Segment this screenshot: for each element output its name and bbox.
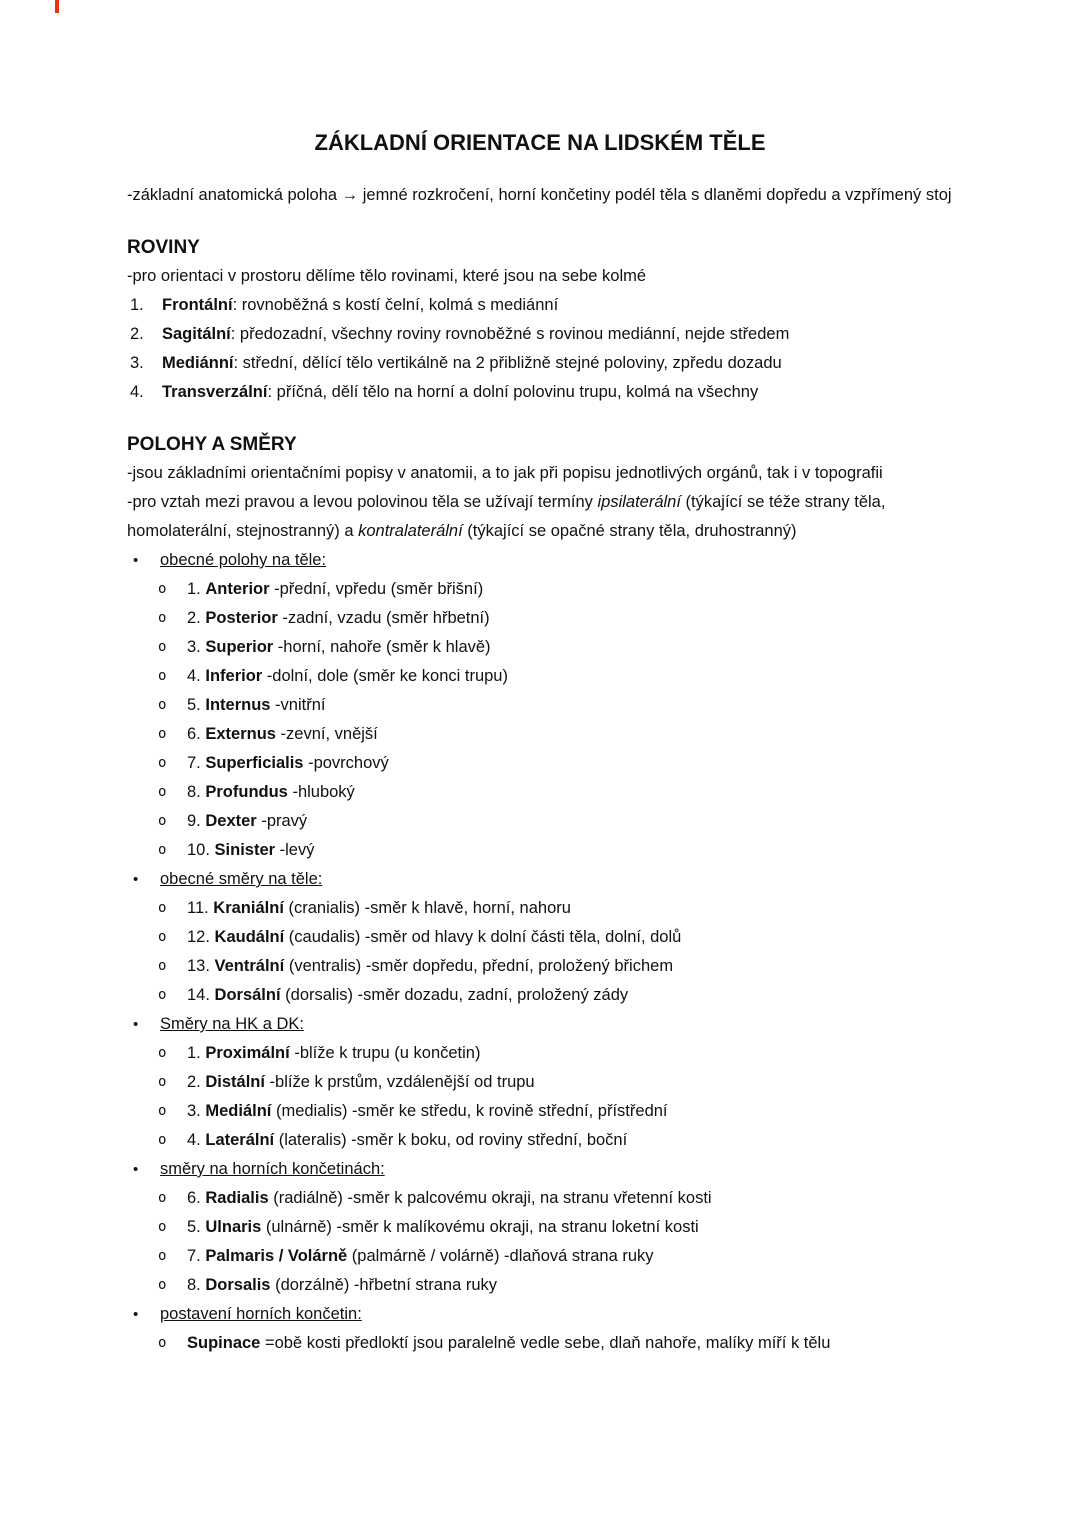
bullet-marker: • [133,1306,139,1323]
sub-list-item [127,1097,953,1126]
text-content [162,349,953,378]
circle-marker: o [158,1074,167,1090]
text-run: 2. [187,609,206,627]
sub-list-item [127,1039,953,1068]
circle-marker: o [158,929,167,945]
text-run: Posterior [205,609,278,627]
text-run: -dolní, dole (směr ke konci trupu) [262,667,508,685]
text-run: obecné směry na těle: [160,870,323,888]
bullet-item [127,865,953,894]
text-run: směry na horních končetinách: [160,1160,385,1178]
text-run: Směry na HK a DK: [160,1015,304,1033]
text-run: 14. [187,986,215,1004]
text-content [187,923,953,952]
text-run: : předozadní, všechny roviny rovnoběžné s rovinou mediánní, nejde středem [230,325,790,343]
text-run: (radiálně) -směr k palcovému okraji, na stranu vřetenní kosti [268,1189,712,1207]
text-run: obecné polohy na těle: [160,551,327,569]
text-run: Ventrální [214,957,285,975]
text-run: 6. [187,1189,206,1207]
bullet-marker: • [133,871,139,888]
text-run: (medialis) -směr ke středu, k rovině střední, přístřední [271,1102,668,1120]
text-content [187,836,953,865]
circle-marker: o [158,1190,167,1206]
text-run: Mediální [205,1102,272,1120]
circle-marker: o [158,581,167,597]
sub-list-item [127,836,953,865]
text-run: 11. [187,899,214,917]
text-run: (palmárně / volárně) -dlaňová strana ruky [347,1247,654,1265]
text-content [162,291,953,320]
text-content [187,691,953,720]
text-run: kontralaterální [358,522,463,540]
text-run: Sinister [214,841,276,859]
text-content [187,749,953,778]
text-content [127,237,200,258]
text-content [187,1271,953,1300]
paragraph [127,488,953,546]
text-run: Dorsální [214,986,281,1004]
text-run: (lateralis) -směr k boku, od roviny střední, boční [274,1131,628,1149]
circle-marker: o [158,987,167,1003]
text-run: -horní, nahoře (směr k hlavě) [273,638,491,656]
text-run: 3. [187,1102,206,1120]
text-run: Inferior [205,667,263,685]
text-run: (týkající se téže strany těla, homolaterální, stejnostranný) a [127,493,886,540]
text-run: postavení horních končetin: [160,1305,362,1323]
sub-list-item [127,633,953,662]
text-run: -hluboký [287,783,355,801]
numbered-item [127,291,953,320]
circle-marker: o [158,784,167,800]
text-content [187,952,953,981]
text-run: -levý [275,841,315,859]
sub-list-item [127,720,953,749]
text-content [162,320,953,349]
text-run: Anterior [205,580,270,598]
text-run: -povrchový [303,754,389,772]
text-run: -blíže k trupu (u končetin) [289,1044,481,1062]
bullet-marker: • [133,552,139,569]
sub-list-item [127,1068,953,1097]
numbered-item [127,320,953,349]
circle-marker: o [158,842,167,858]
sub-list-item [127,662,953,691]
circle-marker: o [158,1103,167,1119]
text-run: 1. [187,580,206,598]
text-content [160,865,953,894]
sub-list-item [127,894,953,923]
text-content [127,186,952,204]
text-run: -pro vztah mezi pravou a levou polovinou těla se užívají termíny [127,493,598,511]
section-heading [127,430,953,459]
red-pen-mark [55,0,59,13]
text-run: -zadní, vzadu (směr hřbetní) [277,609,490,627]
text-run: 12. [187,928,215,946]
text-run: ROVINY [127,237,200,258]
paragraph [127,181,953,210]
text-run: Externus [205,725,276,743]
text-run: Profundus [205,783,288,801]
text-run: jemné rozkročení, horní končetiny podél těla s dlaněmi dopředu a vzpřímený stoj [358,186,952,204]
text-run: -jsou základními orientačními popisy v anatomii, a to jak při popisu jednotlivých orgánů, tak i v topografii [127,464,883,482]
bullet-marker: • [133,1161,139,1178]
circle-marker: o [158,1132,167,1148]
bullet-item [127,1300,953,1329]
text-run: Superior [205,638,274,656]
text-run: (ventralis) -směr dopředu, přední, proložený břichem [284,957,674,975]
sub-list-item [127,1213,953,1242]
text-run: Distální [205,1073,265,1091]
sub-list-item [127,749,953,778]
text-run: (ulnárně) -směr k malíkovému okraji, na stranu loketní kosti [261,1218,699,1236]
text-run: 5. [187,696,206,714]
circle-marker: o [158,900,167,916]
sub-list-item [127,1242,953,1271]
list-number-marker: 2. [130,325,144,343]
text-content [187,778,953,807]
circle-marker: o [158,813,167,829]
text-content [187,807,953,836]
sub-list-item [127,604,953,633]
paragraph [127,262,953,291]
text-run: (dorsalis) -směr dozadu, zadní, proložený zády [280,986,629,1004]
text-content [187,604,953,633]
text-content [187,720,953,749]
sub-list-item [127,778,953,807]
text-content [187,1126,953,1155]
text-run: -blíže k prstům, vzdálenější od trupu [264,1073,535,1091]
text-run: ipsilaterální [597,493,681,511]
text-run: -přední, vpředu (směr břišní) [269,580,484,598]
text-run: Radialis [205,1189,269,1207]
page-title: ZÁKLADNÍ ORIENTACE NA LIDSKÉM TĚLE [314,130,766,155]
text-run: (dorzálně) -hřbetní strana ruky [270,1276,497,1294]
text-content [187,1097,953,1126]
paragraph [127,459,953,488]
sub-list-item [127,1271,953,1300]
circle-marker: o [158,1248,167,1264]
circle-marker: o [158,697,167,713]
list-number-marker: 1. [130,296,144,314]
text-run: 10. [187,841,215,859]
text-run: 4. [187,667,206,685]
circle-marker: o [158,1045,167,1061]
numbered-item [127,349,953,378]
sub-list-item [127,1184,953,1213]
text-run: 4. [187,1131,206,1149]
text-run: 6. [187,725,206,743]
text-run: Kaudální [214,928,285,946]
sub-list-item [127,1329,953,1358]
sub-list-item [127,807,953,836]
text-content [127,267,646,285]
sub-list-item [127,923,953,952]
text-content [162,378,953,407]
sub-list-item [127,1126,953,1155]
circle-marker: o [158,668,167,684]
text-run: Transverzální [162,383,268,401]
sub-list-item [127,952,953,981]
circle-marker: o [158,1335,167,1351]
bullet-item [127,1010,953,1039]
text-run: 7. [187,754,206,772]
text-run: Kraniální [213,899,284,917]
text-content [187,662,953,691]
text-run: 1. [187,1044,206,1062]
text-run: Proximální [205,1044,290,1062]
text-content [187,633,953,662]
text-run: Ulnaris [205,1218,262,1236]
text-run: 9. [187,812,206,830]
text-run: 5. [187,1218,206,1236]
text-run: Palmaris / Volárně [205,1247,348,1265]
text-content [160,1155,953,1184]
text-run: Dexter [205,812,257,830]
text-run: 7. [187,1247,206,1265]
text-run: (týkající se opačné strany těla, druhostranný) [462,522,797,540]
text-run: Mediánní [162,354,234,372]
text-content [187,1242,953,1271]
text-content [127,464,883,482]
text-run: Superficialis [205,754,304,772]
text-run: 8. [187,783,206,801]
text-run: Laterální [205,1131,275,1149]
text-content [160,1010,953,1039]
text-run: 2. [187,1073,206,1091]
text-run: -základní anatomická poloha [127,186,342,204]
bullet-item [127,546,953,575]
text-content [187,575,953,604]
text-run: Dorsalis [205,1276,271,1294]
circle-marker: o [158,755,167,771]
text-run: POLOHY A SMĚRY [127,434,297,455]
text-run: -zevní, vnější [275,725,378,743]
text-run: -vnitřní [270,696,326,714]
text-run: 3. [187,638,206,656]
circle-marker: o [158,1219,167,1235]
circle-marker: o [158,958,167,974]
text-content [160,546,953,575]
list-number-marker: 3. [130,354,144,372]
text-run: -pravý [256,812,308,830]
text-content [187,1329,953,1358]
text-run: (caudalis) -směr od hlavy k dolní části těla, dolní, dolů [284,928,682,946]
bullet-item [127,1155,953,1184]
text-run: =obě kosti předloktí jsou paralelně vedle sebe, dlaň nahoře, malíky míří k tělu [260,1334,831,1352]
list-number-marker: 4. [130,383,144,401]
text-run: 13. [187,957,215,975]
text-run: (cranialis) -směr k hlavě, horní, nahoru [283,899,571,917]
text-content [187,1068,953,1097]
text-run: Sagitální [162,325,231,343]
sub-list-item [127,691,953,720]
text-run: : střední, dělící tělo vertikálně na 2 přibližně stejné poloviny, zpředu dozadu [233,354,782,372]
text-content [187,1184,953,1213]
sub-list-item [127,981,953,1010]
text-content [187,894,953,923]
text-content [187,981,953,1010]
text-content [160,1300,953,1329]
circle-marker: o [158,639,167,655]
circle-marker: o [158,726,167,742]
numbered-item [127,378,953,407]
text-content [187,1213,953,1242]
bullet-marker: • [133,1016,139,1033]
text-run: : příčná, dělí tělo na horní a dolní polovinu trupu, kolmá na všechny [267,383,759,401]
text-content [187,1039,953,1068]
document-body [127,181,953,1358]
text-run: -pro orientaci v prostoru dělíme tělo rovinami, které jsou na sebe kolmé [127,267,647,285]
text-run: → [341,186,359,204]
sub-list-item [127,575,953,604]
circle-marker: o [158,610,167,626]
text-run: Supinace [187,1334,261,1352]
text-content [127,493,885,540]
text-run: Internus [205,696,271,714]
text-run: Frontální [162,296,233,314]
text-content [127,434,297,455]
text-run: : rovnoběžná s kostí čelní, kolmá s mediánní [232,296,559,314]
text-run: 8. [187,1276,206,1294]
circle-marker: o [158,1277,167,1293]
section-heading [127,233,953,262]
